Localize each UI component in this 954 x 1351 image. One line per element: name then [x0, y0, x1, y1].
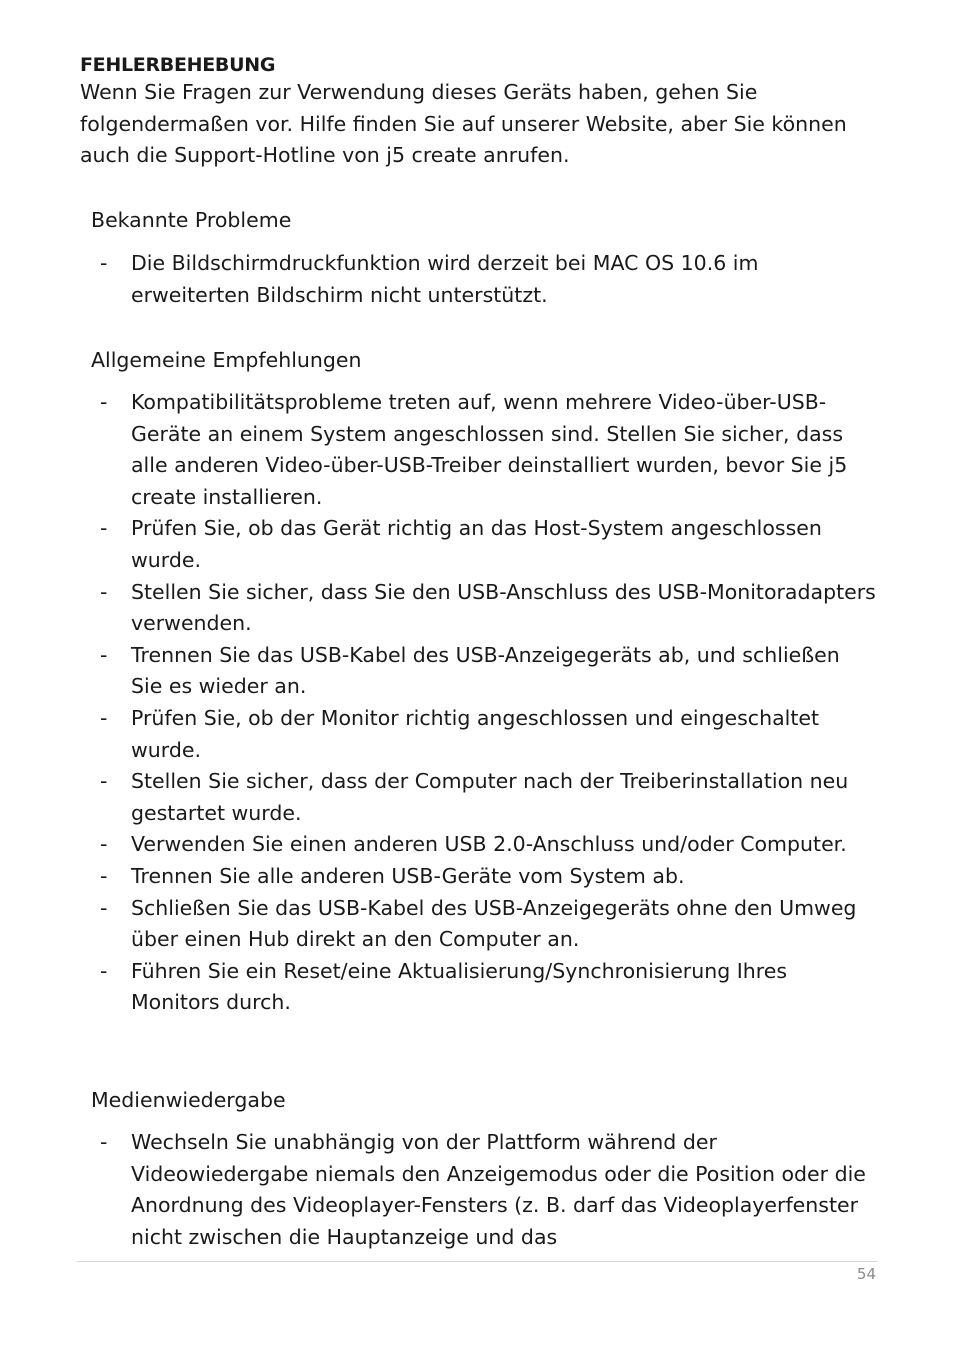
bullet-dash: -: [100, 832, 108, 857]
known-issues-list: [0, 248, 954, 311]
intro-paragraph: Wenn Sie Fragen zur Verwendung dieses Geräts haben, gehen Sie folgendermaßen vor. Hilfe finden Sie auf unserer Website, aber Sie können auch die Support-Hotline von j5 create anrufen.: [80, 80, 847, 168]
list-item: - Wechseln Sie unabhängig von der Plattform während der Videowiedergabe niemals den Anzeigemodus oder die Position oder die Anordnung des Videoplayer-Fensters (z. B. darf das Videoplayerfenster nicht zwischen die Hauptanzeige und das: [0, 1127, 876, 1253]
list-item: - Stellen Sie sicher, dass der Computer nach der Treiberinstallation neu gestartet wurde.: [0, 766, 876, 829]
page-heading: FEHLERBEHEBUNG: [80, 54, 276, 76]
general-recommendations-list: [0, 387, 954, 1019]
bullet-dash: -: [100, 516, 108, 541]
bullet-dash: -: [100, 390, 108, 414]
list-item: - Verwenden Sie einen anderen USB 2.0-Anschluss und/oder Computer.: [0, 829, 876, 861]
list-item: - Stellen Sie sicher, dass Sie den USB-Anschluss des USB-Monitoradapters verwenden.: [0, 577, 876, 640]
bullet-dash: -: [100, 1130, 108, 1154]
bullet-dash: -: [100, 769, 108, 794]
list-item: - Die Bildschirmdruckfunktion wird derzeit bei MAC OS 10.6 im erweiterten Bildschirm nicht unterstützt.: [0, 248, 876, 311]
bullet-dash: -: [100, 958, 108, 983]
list-item: - Prüfen Sie, ob der Monitor richtig angeschlossen und eingeschaltet wurde.: [0, 703, 876, 766]
bullet-dash: -: [100, 642, 108, 667]
section-title-allgemeine-empfehlungen: Allgemeine Empfehlungen: [91, 348, 362, 372]
list-item: - Prüfen Sie, ob das Gerät richtig an das Host-System angeschlossen wurde.: [0, 513, 876, 576]
list-item: - Führen Sie ein Reset/eine Aktualisierung/Synchronisierung Ihres Monitors durch.: [0, 956, 876, 1019]
bullet-dash: -: [100, 579, 108, 604]
bullet-dash: -: [100, 705, 108, 730]
section-title-bekannte-probleme: Bekannte Probleme: [91, 208, 292, 232]
list-item: - Kompatibilitätsprobleme treten auf, wenn mehrere Video-über-USB-Geräte an einem System angeschlossen sind. Stellen Sie sicher, dass alle anderen Video-über-USB-Treiber deinstalliert wurden, bevor Sie j5 create installieren.: [0, 387, 876, 513]
section-title-medienwiedergabe: Medienwiedergabe: [91, 1088, 286, 1112]
page-number: 54: [856, 1265, 876, 1283]
bullet-dash: -: [100, 863, 108, 888]
bullet-dash: -: [100, 251, 108, 275]
footer-divider: [77, 1261, 877, 1262]
list-item: - Trennen Sie das USB-Kabel des USB-Anzeigegeräts ab, und schließen Sie es wieder an.: [0, 640, 876, 703]
bullet-dash: -: [100, 895, 108, 920]
list-item: - Schließen Sie das USB-Kabel des USB-Anzeigegeräts ohne den Umweg über einen Hub direkt an den Computer an.: [0, 893, 876, 956]
list-item: - Trennen Sie alle anderen USB-Geräte vom System ab.: [0, 861, 876, 893]
media-playback-list: [0, 1127, 954, 1253]
